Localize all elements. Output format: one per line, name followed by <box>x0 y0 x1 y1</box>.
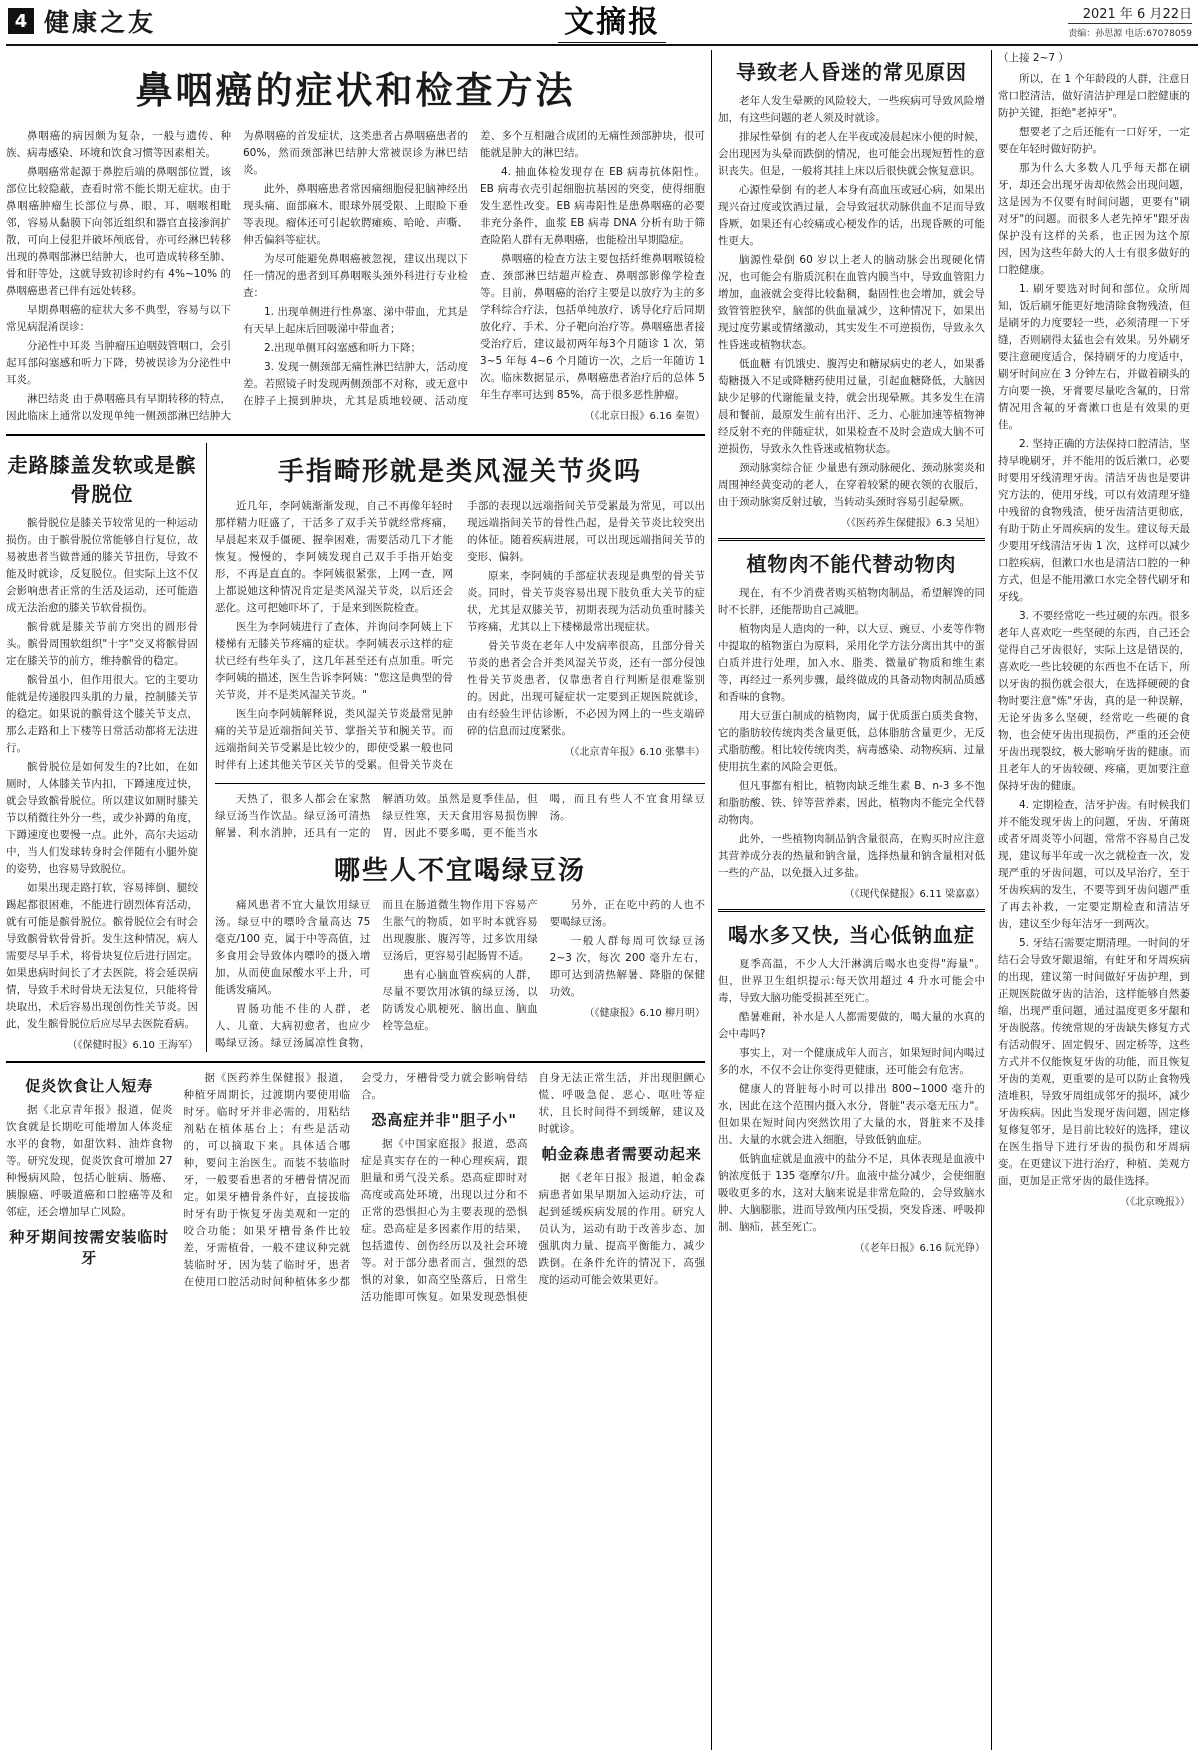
right-column <box>992 50 1190 1750</box>
article-plant-meat <box>718 548 985 900</box>
article-credit: （《老年日报》6.16 阮光铮） <box>854 1243 985 1254</box>
paragraph: 那为什么大多数人几乎每天都在刷牙，却还会出现牙齿却依然会出现问题，这是因为不仅要有时间问题，更要有"刷对牙"的问题。而很多人老先掉牙"跟牙齿保护没有这样的关系，也正因为这个原因，因为这些年龄大的人士有很多做好的口腔健康。 <box>998 162 1190 276</box>
continuation-label: （上接 2~7 ） <box>998 52 1069 64</box>
paragraph: 此外，鼻咽癌患者常因痛细胞侵犯脑神经出现头痛、面部麻木、眼球外展受限、上眼睑下垂等表现。瘤体还可引起软腭瘫痪、哈呛、声嘶、伸舌偏斜等症状。 <box>243 183 468 246</box>
paragraph: 心源性晕倒 有的老人本身有高血压或冠心病，如果出现兴奋过度或饮酒过量，会导致冠状动脉供血不足而导致昏厥，如果还有心绞痛或心梗发作的话，出现昏厥的可能性更大。 <box>718 184 985 247</box>
article-headline: 走路膝盖发软或是髌骨脱位 <box>7 453 197 506</box>
article-headline: 鼻咽癌的症状和检查方法 <box>135 68 576 112</box>
article-headline: 手指畸形就是类风湿关节炎吗 <box>277 457 642 487</box>
paragraph: 鼻咽癌的检查方法主要包括纤维鼻咽喉镜检查、颈部淋巴结超声检查、鼻咽部影像学检查等。目前，鼻咽癌的治疗主要是以放疗为主的多学科综合疗法，包括单纯放疗、诱导化疗后同期放化疗、手术、分子靶向治疗等。鼻咽癌患者接受治疗后，建议最初两年每3个月随诊 1 次，第 3~5 年每 4~6 个月随访一次，之后一年随访 1 次。临床数据显示，鼻咽癌患者治疗后的总体 5 年生存率可达到 85%，高于很多恶性肿瘤。 <box>480 253 705 401</box>
article-headline: 植物肉不能代替动物肉 <box>746 552 957 576</box>
paragraph: 用大豆蛋白制成的植物肉，属于优质蛋白质类食物，它的脂肪较传统肉类含量更低，总体脂肪含量更少，无反式脂肪酸。相比较传统肉类，病毒感染、动物疾病、过量使用抗生素的风险会更低。 <box>718 710 985 773</box>
paragraph: 5. 牙结石需要定期清理。一时间的牙结石会导致牙龈退缩，有蛀牙和牙周疾病的出现，建议第一时间做好牙齿护理，到正规医院做牙齿的洁治，这样能够自然萎缩，出现严重问题，通过温度更多牙龈和牙齿脱落。传统常规的牙齿缺失修复方式有活动假牙、固定假牙、固定桥等，这些方式并不仅能恢复牙齿的功能，而且恢复牙齿的美观，更重要的是可以防止食物残渣堆积，导致牙周组成邻牙的损坏，减少牙齿疾病。因此当发现牙齿问题，固定修复修复邻牙，是目前比较好的选择，建议在医生指导下进行牙齿的损伤和牙周病变。在更建议下进行治疗，种植、美观方面，更加是正常牙齿的最佳选择。 <box>998 937 1190 1187</box>
masthead-right <box>1068 3 1196 39</box>
paragraph: 所以，在 1 个年龄段的人群，注意日常口腔清洁，做好清洁护理是口腔健康的防护关键，拒绝"老掉牙"。 <box>998 73 1190 119</box>
paragraph: 髌骨虽小，但作用很大。它的主要功能就是传递股四头肌的力量，控制膝关节的稳定。如果说的髌骨这个膝关节支点，那么走路和上下楼等日常活动都将无法进行。 <box>6 674 198 754</box>
paragraph: 但凡事都有相比，植物肉缺乏维生素 B、n-3 多不饱和脂肪酸、铁、锌等营养素，因此，植物肉不能完全代替动物肉。 <box>718 780 985 826</box>
paragraph: 天热了，很多人都会在家熬绿豆汤当作饮品。绿豆汤可清热解暑、利水消肿，还具有一定的解酒功效。虽然是夏季佳品，但绿豆性寒，天天食用容易损伤脾胃，因此不要多喝，更不能当水喝，而且有些人不宜食用绿豆汤。 <box>215 793 705 839</box>
page-number: 4 <box>8 8 34 34</box>
paragraph: 颈动脉窦综合征 少量患有颈动脉硬化、颈动脉窦炎和周围神经黄变动的老人，在穿着较紧的硬衣领的衣服后，由于颈动脉窦反射过敏，当转动头颈时容易引起晕厥。 <box>718 462 985 508</box>
article-hyponatremia <box>718 919 985 1254</box>
paragraph: 1. 出现单侧进行性鼻塞、涕中带血，尤其是有天早上起床后回吸涕中带血者； <box>243 306 468 335</box>
article-credit: （《北京晚报》） <box>1120 1197 1190 1208</box>
paragraph: 髌骨脱位是膝关节较常见的一种运动损伤。由于髌骨脱位常能够自行复位，故易被患者当做普通的膝关节扭伤，导致不能及时就诊，反复脱位。但实际上这不仅会影响患者正常的生活及运动，还可能造成无法治愈的膝关节软骨损伤。 <box>6 517 198 614</box>
article-mungbean-soup <box>215 791 705 1052</box>
article-credit: （《北京青年报》6.10 张攀丰） <box>564 747 705 758</box>
paragraph: 据《中国家庭报》报道，恐高症是真实存在的一种心理疾病，跟胆量和勇气没关系。恐高症即时对高度或高处环境，出现以过分和不正常的恐惧担心为主要表现的恐惧症。恐高症是多因素作用的结果，包括遗传、创伤经历以及社会环境等。对于部分患者而言，强烈的恐惧的对象，如高空坠落后，日常生活功能即可恢复。如果发现恐惧使自身无法正常生活，并出现胆颤心慌、呼吸急促、恶心、呕吐等症状，且长时间得不到缓解，建议及时就诊。 <box>361 1072 705 1303</box>
brief-inflammatory-diet <box>6 1075 173 1221</box>
paragraph: 2. 坚持正确的方法保持口腔清洁，坚持早晚刷牙，并不能用的饭后漱口，必要时要用牙线清理牙齿。清洁牙齿也是要讲究方法的，使用牙线，可以有效清理牙缝中残留的食物残渣，使牙齿清洁更彻底，有助于防止牙周疾病的发生。建议每天最少要用牙线清洁牙齿 1 次，这样可以减少口腔疾病，但漱口水也是清洁口腔的一种方式，但是不能用漱口水完全替代刷牙和牙线。 <box>998 438 1190 603</box>
paragraph: 此外，一些植物肉制品钠含量很高，在购买时应注意其营养成分表的热量和钠含量，选择热量和钠含量相对低一些的产品，以免摄入过多盐。 <box>718 833 985 879</box>
article-elderly-coma <box>718 56 985 529</box>
article-patella-dislocation <box>6 443 206 1052</box>
paragraph: 据《医药养生保健报》报道，种植牙周期长，过渡期内要使用临时牙。临时牙并非必需的，用粘结剂粘在植体基台上；有些是活动的，可以摘取下来。具体适合哪种，要问主治医生。而装不装临时牙，一般要看患者的牙槽骨情况而定。如果牙槽骨条件好，直接拔临时牙有助于恢复牙齿美观和一定的咬合功能；如果牙槽骨条件比较差，牙需植骨，一般不建议种完就装临时牙，因为装了临时牙，患者在使用口腔活动时间种植体多少都会受力，牙槽骨受力就会影响骨结合。 <box>183 1072 528 1288</box>
paragraph: 据《北京青年报》报道，促炎饮食就是长期吃可能增加人体炎症水平的食物，如甜饮料、油炸食物等。研究发现，促炎饮食可增加 27 种慢病风险，包括心脏病、肠癌、胰腺癌、呼吸道癌和口腔癌等及和邻症，还会增加早亡风险。 <box>6 1104 173 1218</box>
article-headline: 喝水多又快, 当心低钠血症 <box>728 923 975 947</box>
paragraph: 脑源性晕倒 60 岁以上老人的脑动脉会出现硬化情况，也可能会有脂质沉积在血管内膜当中，导致血管阻力增加，血液就会变得比较黏稠，黏固性也会增加，就会导致管管腔狭窄，脑部的供血量减少，这种情况下，如果出现过度劳累或情绪激动，其实发生不可逆损伤，导致永久性昏迷或植物状态。 <box>718 254 985 351</box>
editor-line: 责编：孙思源 电话:67078059 <box>1068 29 1192 39</box>
paragraph: 老年人发生晕厥的风险较大，一些疾病可导致风险增加，有这些问题的老人须及时就诊。 <box>718 95 985 124</box>
briefs-section <box>6 1070 705 1306</box>
paragraph: 2.出现单侧耳闷塞感和听力下降； <box>264 342 422 354</box>
divider <box>6 434 705 436</box>
paragraph: 胃肠功能不佳的人群，老人、儿童、大病初愈者，也应少喝绿豆汤。绿豆汤属凉性食物，而且在肠道微生物作用下容易产生胀气的物质，如平时本就容易出现腹胀、腹泻等，过多饮用绿豆汤后，更容易引起肠胃不适。 <box>215 899 538 1049</box>
paragraph: 鼻咽癌的病因颇为复杂，一般与遗传、种族、病毒感染、环境和饮食习惯等因素相关。 <box>6 130 231 159</box>
paragraph: 医生向李阿姨解释说，类风湿关节炎最常见肿痛的关节是近端指间关节、掌指关节和腕关节。而远端指间关节受累是比较少的，即使受累一般也同时伴有上述其他关节区关节的受累。但骨关节炎在手部的表现以远端指间关节受累最为常见，可以出现远端指间关节的骨性凸起，是骨关节炎比较突出的体征。随着疾病进展，可以出现远端指间关节的变形、偏斜。 <box>215 500 705 771</box>
paragraph: 髌骨脱位是如何发生的?比如，在如厕时，人体膝关节内扣，下蹲速度过快，就会导致髌骨脱位。所以建议如厕时膝关节以稍微往外分一些，或少补蹲的角度，下蹲速度也要慢一点。此外，高尔夫运动中，当人们发球转身时会伴随有小腿外旋的姿势，也容易导致脱位。 <box>6 761 198 875</box>
paragraph: 早期鼻咽癌的症状大多不典型，容易与以下常见病混淆误诊： <box>6 304 231 333</box>
paragraph: 酷暑难耐，补水是人人都需要做的，喝大量的水真的会中毒吗? <box>718 1011 985 1040</box>
paragraph: 事实上，对一个健康成年人而言，如果短时间内喝过多的水，不仅不会让你变得更健康，还可能会有危害。 <box>718 1047 985 1076</box>
paragraph: 植物肉是人造肉的一种，以大豆、豌豆、小麦等作物中提取的植物蛋白为原料，采用化学方法分离出其中的蛋白质并进行处理，加入水、脂类、微量矿物质和维生素等，再经过一系列步骤，最终做成的具备动物肉制品质感和香味的食物。 <box>718 623 985 703</box>
paragraph: 髌骨就是膝关节前方突出的圆形骨头。髌骨周围软组织"十字"交叉将髌骨固定在膝关节的前方，维持髌骨的稳定。 <box>6 621 198 667</box>
paragraph: 夏季高温，不少人大汗淋漓后喝水也变得"海量"。但，世界卫生组织提示:每天饮用超过 4 升水可能会中毒，导致大脑功能受损甚至死亡。 <box>718 958 985 1004</box>
issue-date: 2021 年 6 月22日 <box>1068 3 1192 24</box>
article-headline: 导致老人昏迷的常见原因 <box>736 60 967 84</box>
paragraph: 痛风患者不宜大量饮用绿豆汤。绿豆中的嘌呤含量高达 75 毫克/100 克，属于中等高值，过多食用会导致体内嘌呤的摄入增加，从而使血尿酸水平上升，可能诱发痛风。 <box>215 899 371 996</box>
paragraph: 排尿性晕倒 有的老人在半夜或凌晨起床小便的时候，会出现因为头晕而跌倒的情况，也可能会出现短暂性的意识丧失。但是，一般将其挂上床以后很快就会恢复意识。 <box>718 131 985 177</box>
divider <box>718 909 985 912</box>
article-headline: 哪些人不宜喝绿豆汤 <box>333 856 586 886</box>
paragraph: 鼻咽癌常起源于鼻腔后端的鼻咽部位置，该部位比较隐蔽，查看时常不能长期无症状。由于鼻咽癌肿瘤生长部位与鼻、眼、耳、咽喉相毗邻，容易从黏膜下向邻近组织和器官直接渗润扩散，可向上侵犯并破坏颅底骨，亦可经淋巴转移出现的鼻咽部淋巴结肿大，也可造成转移至肺、骨和肝等处，这就导致初诊时约有 4%~10% 的鼻咽癌患者已伴有远处转移。 <box>6 166 231 297</box>
paragraph: 1. 刷牙要选对时间和部位。众所周知，饭后刷牙能更好地清除食物残渣，但是刷牙的力度要轻一些，必须清理一下牙缝，否则刷得太猛也会有效果。另外刷牙要注意硬度适合，保持刷牙的力度适中，刷牙时间应在 3 分钟左右，并做着刷头的方向要一换，牙膏要尽量吃含氟的，日常情况用含氟的牙膏漱口也是有效果的更佳。 <box>998 283 1190 431</box>
divider <box>6 1061 705 1063</box>
paragraph: 如果出现走路打软，容易摔倒、腿绞踢起都很困难，不能进行剧烈体育活动，就有可能是髌骨脱位。髌骨脱位会有时会导致髌骨软骨骨折。发生这种情况，病人需要尽早手术，将骨块复位后进行固定。如果患病时间长了才去医院，将会延误病情，导致手术时骨块无法复位，只能将骨块取出，术后容易出现创伤性关节炎。因此，发生髌骨脱位后应尽早去医院看病。 <box>6 882 198 1030</box>
paragraph: 分泌性中耳炎 当肿瘤压迫咽鼓管咽口，会引起耳部闷塞感和听力下降，势被误诊为分泌性中耳炎。 <box>6 340 231 386</box>
paragraph: 据《老年日报》报道，帕金森病患者如果早期加入运动疗法，可起到延缓疾病发展的作用。研究人员认为，运动有助于改善步态、加强肌肉力量、提高平衡能力、减少跌倒。在条件允许的情况下，高强度的运动可能会效果更好。 <box>538 1172 705 1286</box>
row-knee-finger <box>6 443 705 1052</box>
paragraph: 近几年，李阿姨渐渐发现，自己不再像年轻时那样精力旺盛了，干活多了双手关节就经常疼痛，早晨起来双手僵硬、握拳困难，需要活动几下才能恢复。慢慢的，李阿姨发现自己双手手指开始变形，不再是直直的。李阿姨很紧张，上网一查，网上都说她这种情况肯定是类风湿关节炎，以后还会恶化。这可把她吓坏了，于是来到医院检查。 <box>215 500 453 614</box>
article-body <box>215 791 705 1052</box>
section-title: 健康之友 <box>44 8 157 37</box>
article-headline: 帕金森患者需要动起来 <box>541 1145 702 1163</box>
paragraph: 3. 发现一侧颈部无痛性淋巴结肿大，活动度差。若照镜子时发现两侧颈部不对称，或无意中在脖子上摸到肿块，尤其是质地较硬、活动度差、多个互相融合成团的无痛性颈部肿块，很可能就是肿大的淋巴结。 <box>243 130 705 407</box>
paragraph: 淋巴结炎 由于鼻咽癌具有早期转移的特点，因此临床上通常以发现单纯一侧颈部淋巴结肿大为鼻咽癌的首发症状，这类患者占鼻咽癌患者的 60%，然而颈部淋巴结肿大常被误诊为淋巴结炎。 <box>6 130 468 422</box>
article-body <box>6 128 705 425</box>
paragraph: 想要老了之后还能有一口好牙，一定要在年轻时做好防护。 <box>998 126 1190 155</box>
paragraph: 为尽可能避免鼻咽癌被忽视，建议出现以下任一情况的患者到耳鼻咽喉头颈外科进行专业检查： <box>243 253 468 299</box>
paragraph: 4. 抽血体检发现存在 EB 病毒抗体阳性。EB 病毒衣壳引起细胞抗基因的突变，使得细胞发生恶性改变。EB 病毒阳性是患鼻咽癌的必要非充分条件，血浆 EB 病毒 DNA 分析有助于筛查险陷人群有无鼻咽癌，也能检出早期隐症。 <box>480 166 705 246</box>
article-credit: （《保健时报》6.10 王海军） <box>67 1040 198 1051</box>
brief-parkinson <box>539 1143 706 1289</box>
paragraph: 骨关节炎在老年人中发病率很高，且部分骨关节炎的患者会合并类风湿关节炎，还有一部分侵蚀性骨关节炎患者，仅靠患者自行判断是很难鉴别的。因此，出现可疑症状一定要到正规医院就诊，由有经验生评估诊断，不必因为网上的一些支端碎碎的信息而过度紧张。 <box>467 640 705 737</box>
paragraph: 医生为李阿姨进行了查体，并询问李阿姨上下楼梯有无膝关节疼痛的症状。李阿姨表示这样的症状已经有些年头了，这几年甚至还有点加重。听完李阿姨的描述，医生告诉李阿姨："您这是典型的骨关节炎，并不是类风湿关节炎。" <box>215 621 453 701</box>
article-headline: 促炎饮食让人短寿 <box>25 1077 154 1095</box>
paragraph: 3. 不要经常吃一些过硬的东西。很多老年人喜欢吃一些坚硬的东西，自己还会觉得自己牙齿很好，实际上这是错误的，喜欢吃一些比较硬的东西也不在话下，所以牙齿的损伤就会很大，在选择硬硬的食物时要注意"炼"牙齿，真的是一种误解，无论牙齿多么坚硬，经常吃一些硬的食物，也会使牙齿出现损伤，严重的还会使牙齿出现裂纹，极大影响牙齿的健康。而且老年人的牙齿较硬、疼痛，更加要注意保持牙齿的健康。 <box>998 610 1190 792</box>
paragraph: 原来，李阿姨的手部症状表现是典型的骨关节炎。同时，骨关节炎容易出现下肢负重大关节的症状，尤其是双膝关节，初期表现为活动负重时膝关节疼痛，尤其以上下楼梯最常出现症状。 <box>467 570 705 633</box>
paragraph: 低钠血症就是血液中的盐分不足，具体表现是血液中钠浓度低于 135 毫摩尔/升。血液中盐分减少，会使细胞吸收更多的水，这对大脑来说是非常危险的，会导致脑水肿、大脑膨胀，进而导致颅内压受损，突发昏迷、呼吸抑制、脑疝，甚至死亡。 <box>718 1153 985 1233</box>
article-headline: 恐高症并非"胆子小" <box>371 1111 518 1129</box>
article-body <box>215 498 705 774</box>
paragraph: 低血糖 有饥饿史、腹泻史和糖尿病史的老人，如果番萄糖摄入不足或降糖药使用过量，引起血糖降低，大脑因缺少足够的代谢能量支持，就会出现晕厥。其多发生在清晨和餐前，最原发生前有出汗、乏力、心脏加速等植物神经反射不充的伴随症状，如果检查不及时会造成大脑不可逆损伤，导致永久性昏迷或植物状态。 <box>718 358 985 455</box>
masthead-center <box>156 0 1068 45</box>
article-credit: （《现代保健报》6.11 梁嘉嘉） <box>844 889 985 900</box>
paragraph: 一般人群每周可饮绿豆汤 2~3 次，每次 200 毫升左右，即可达到清热解暑、降脂的保健功效。 <box>549 935 705 998</box>
article-nasopharyngeal-cancer <box>6 60 705 425</box>
paper-name: 文摘报 <box>558 0 666 45</box>
article-headline: 种牙期间按需安装临时牙 <box>9 1228 170 1267</box>
article-credit: （《北京日报》6.16 秦贺） <box>584 411 705 422</box>
middle-column <box>712 50 992 1750</box>
paragraph: 4. 定期检查，洁牙护齿。有时候我们并不能发现牙齿上的问题，牙齿、牙菌斑或者牙周炎等小问题，常常不容易自己发现，建议每半年或一次之就检查一次，发现严重的牙齿问题，可以及早治疗，至于牙齿疾病的发生，不要等到牙齿问题严重了再去补救，一定要定期检查和清洁牙齿，建议至少每年洁牙一到两次。 <box>998 799 1190 930</box>
divider <box>718 538 985 541</box>
page-body <box>6 50 1198 1750</box>
paragraph: 健康人的肾脏每小时可以排出 800~1000 毫升的水，因此在这个范围内摄入水分，肾脏"表示毫无压力"。但如果在短时间内突然饮用了大量的水，肾脏来不及排出、大量的水就会进入细胞，导致低钠血症。 <box>718 1083 985 1146</box>
article-credit: （《健康报》6.10 柳月明） <box>584 1008 705 1019</box>
article-finger-deformity <box>206 443 705 1052</box>
paragraph: 另外，正在吃中药的人也不要喝绿豆汤。 <box>549 899 705 928</box>
masthead <box>6 0 1198 46</box>
main-column <box>6 50 712 1750</box>
paragraph: 现在，有不少消费者购买植物肉制品，希望解馋的同时不长胖，还能帮助自己减肥。 <box>718 587 985 616</box>
article-credit: （《医药养生保健报》6.3 吴旭） <box>840 518 985 529</box>
divider <box>215 783 705 784</box>
paragraph: 患有心脑血管疾病的人群，尽量不要饮用冰镇的绿豆汤，以防诱发心肌梗死、脑出血、脑血栓等急症。 <box>382 969 538 1032</box>
